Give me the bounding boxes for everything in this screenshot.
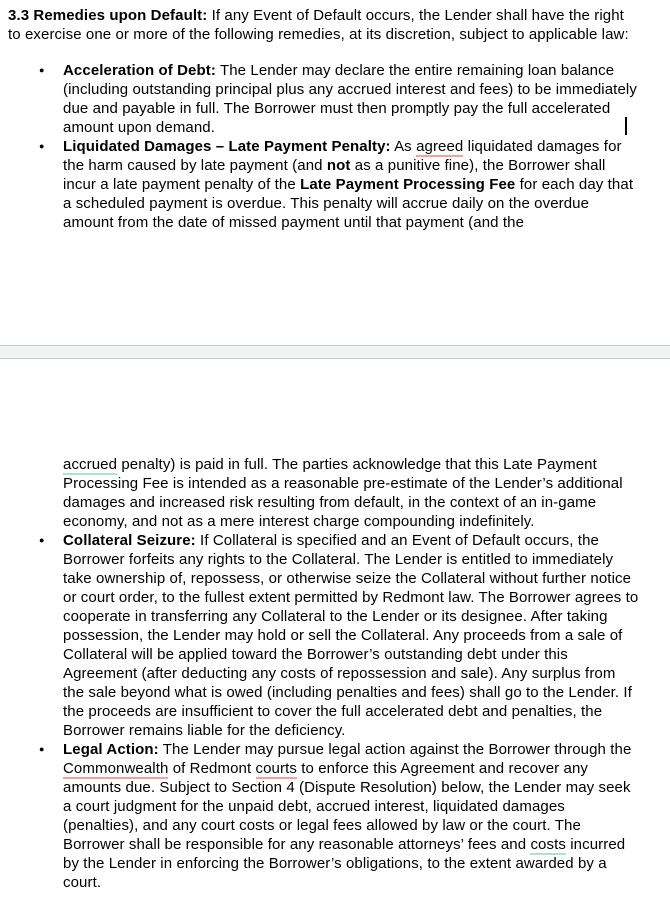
text-cursor <box>625 117 627 135</box>
text-run: for each day that a scheduled payment is overdue. This penalty will accrue daily on the overdue amount from the date of missed payment until that payment (and the <box>63 176 634 231</box>
text-run: incurred by the Lender in enforcing the Borrower’s obligations, to the extent awarded by a court. <box>63 836 626 891</box>
bullet-legal-action[interactable] <box>8 740 640 892</box>
text-run: If any Event of Default occurs, the Lender shall have the right to exercise one or more of the following remedies, at its discretion, subject to applicable law: <box>8 7 629 43</box>
remedies-list-page1 <box>8 61 662 232</box>
text-run: If Collateral is specified and an Event of Default occurs, the Borrower forfeits any rights to the Collateral. The Lender is entitled to immediately take ownership of, repossess, or otherwise seize the Collateral without further notice or court order, to the fullest extent permitted by Redmont law. The Borrower agrees to cooperate in transferring any Collateral to the Lender or its designee. After taking possession, the Lender may hold or sell the Collateral. Any proceeds from a sale of Collateral will be applied toward the Borrower’s outstanding debt under this Agreement (after deducting any costs of repossession and sale). Any surplus from the sale beyond what is owed (including penalties and fees) shall go to the Lender. If the proceeds are insufficient to cover the full accelerated debt and penalties, the Borrower remains liable for the deficiency. <box>63 532 639 739</box>
text-run: Collateral Seizure: <box>63 532 196 549</box>
text-run: Liquidated Damages – Late Payment Penalty: <box>63 138 391 155</box>
suggestion-underlined-text: courts <box>255 760 297 777</box>
text-run: not <box>326 157 351 174</box>
bullet-collateral-seizure[interactable] <box>8 531 640 740</box>
document-page-2[interactable] <box>0 359 670 912</box>
suggestion-underlined-text: agreed <box>416 138 464 155</box>
bullet-liquidated-damages[interactable] <box>8 137 640 232</box>
section-heading-paragraph[interactable] <box>8 6 638 44</box>
text-run: The Lender may declare the entire remaining loan balance (including outstanding principal plus any accrued interest and fees) to be immediately due and payable in full. The Borrower must then promptly pay the full accelerated amount upon demand. <box>63 62 637 136</box>
text-run: The Lender may pursue legal action against the Borrower through the <box>158 741 632 758</box>
suggestion-underlined-text: Commonwealth <box>63 760 169 777</box>
text-run: penalty) is paid in full. The parties acknowledge that this Late Payment Processing Fee is intended as a reasonable pre-estimate of the Lender’s additional damages and increased risk resulting from default, in the context of an in-game economy, and not as a mere interest charge compounding indefinitely. <box>63 456 623 530</box>
text-run: to enforce this Agreement and recover any amounts due. Subject to Section 4 (Dispute Resolution) below, the Lender may seek a court judgment for the unpaid debt, accrued interest, liquidated damages (penalties), and any court costs or legal fees allowed by law or the court. The Borrower shall be responsible for any reasonable attorneys’ fees and <box>63 760 631 853</box>
text-run: Acceleration of Debt: <box>63 62 216 79</box>
text-run: liquidated damages for the harm caused by late payment (and <box>63 138 622 174</box>
bullet-acceleration-of-debt[interactable] <box>8 61 640 137</box>
text-run: 3.3 Remedies upon Default: <box>8 7 208 24</box>
remedies-list-page2 <box>8 531 662 892</box>
text-run: Late Payment Processing Fee <box>300 176 516 193</box>
text-run: As <box>390 138 417 155</box>
text-run: Legal Action: <box>63 741 159 758</box>
suggestion-underlined-text: accrued <box>63 456 118 473</box>
page-break-gap <box>0 345 670 359</box>
liquidated-damages-continuation-paragraph[interactable] <box>8 455 640 531</box>
suggestion-underlined-text: costs <box>530 836 566 853</box>
document-page-1[interactable] <box>0 0 670 345</box>
text-run: of Redmont <box>168 760 256 777</box>
text-run: as a punitive fine), the Borrower shall incur a late payment penalty of the <box>63 157 606 193</box>
